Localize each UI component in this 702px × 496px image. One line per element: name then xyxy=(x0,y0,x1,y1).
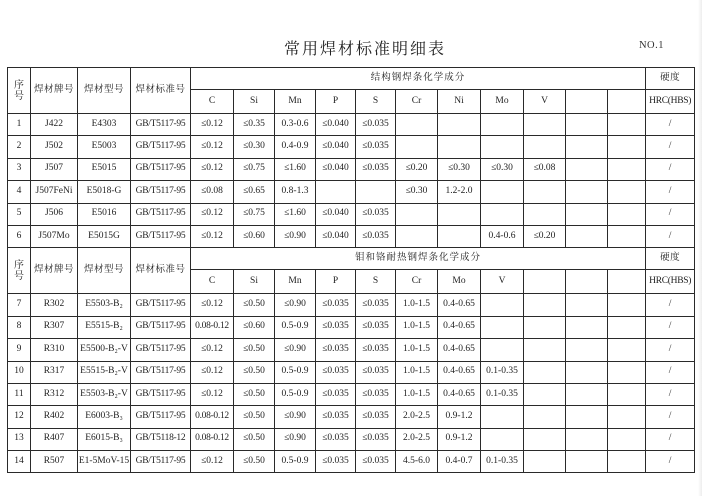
cell-blank xyxy=(608,428,646,450)
material-row xyxy=(8,339,695,361)
cell-model: E4303 xyxy=(78,114,131,136)
cell-blank xyxy=(566,406,608,428)
cell-Ni: ≤0.30 xyxy=(438,158,481,180)
cell-V xyxy=(524,203,566,225)
cell-blank xyxy=(608,339,646,361)
cell-P: ≤0.040 xyxy=(316,203,356,225)
cell-Mo: 0.9-1.2 xyxy=(438,406,481,428)
cell-standard: GB/T5117-95 xyxy=(131,339,191,361)
col-header-C: C xyxy=(191,90,234,114)
cell-brand: R302 xyxy=(31,294,78,316)
col-header-V: V xyxy=(481,270,524,294)
cell-blank xyxy=(566,225,608,247)
cell-Cr: 2.0-2.5 xyxy=(396,406,438,428)
hardness-header: 硬度 xyxy=(646,68,695,90)
cell-standard: GB/T5117-95 xyxy=(131,203,191,225)
cell-blank xyxy=(608,136,646,158)
cell-C: ≤0.12 xyxy=(191,361,234,383)
cell-V xyxy=(481,294,524,316)
cell-Si: ≤0.50 xyxy=(234,294,275,316)
cell-model: E5515-B₂-V xyxy=(78,361,131,383)
cell-P: ≤0.035 xyxy=(316,428,356,450)
cell-S xyxy=(356,181,396,203)
cell-Si: ≤0.50 xyxy=(234,361,275,383)
cell-Si: ≤0.60 xyxy=(234,225,275,247)
cell-standard: GB/T5117-95 xyxy=(131,451,191,473)
cell-Si: ≤0.50 xyxy=(234,339,275,361)
cell-C: ≤0.12 xyxy=(191,158,234,180)
cell-standard: GB/T5117-95 xyxy=(131,406,191,428)
cell-V xyxy=(481,339,524,361)
cell-Mn: 0.3-0.6 xyxy=(275,114,316,136)
cell-P: ≤0.035 xyxy=(316,294,356,316)
cell-hardness: / xyxy=(646,339,695,361)
material-row xyxy=(8,361,695,383)
cell-blank xyxy=(566,158,608,180)
material-row xyxy=(8,383,695,405)
cell-standard: GB/T5117-95 xyxy=(131,294,191,316)
col-header-Mo: Mo xyxy=(438,270,481,294)
cell-Mn: 0.4-0.9 xyxy=(275,136,316,158)
cell-hardness: / xyxy=(646,225,695,247)
cell-blank xyxy=(566,114,608,136)
col-header-Cr: Cr xyxy=(396,270,438,294)
cell-Mo: 0.4-0.7 xyxy=(438,451,481,473)
cell-model: E6015-B₃ xyxy=(78,428,131,450)
cell-standard: GB/T5117-95 xyxy=(131,383,191,405)
material-row xyxy=(8,114,695,136)
cell-Mo: 0.9-1.2 xyxy=(438,428,481,450)
cell-blank xyxy=(608,225,646,247)
hardness-unit-header: HRC(HBS) xyxy=(646,270,695,294)
model-header: 焊材型号 xyxy=(78,68,131,114)
cell-seq-no: 14 xyxy=(8,451,31,473)
cell-standard: GB/T5117-95 xyxy=(131,158,191,180)
cell-Si: ≤0.50 xyxy=(234,451,275,473)
cell-Mo: 0.4-0.65 xyxy=(438,361,481,383)
cell-Mo: 0.4-0.65 xyxy=(438,294,481,316)
cell-blank xyxy=(608,406,646,428)
cell-C: ≤0.12 xyxy=(191,136,234,158)
seq-no-header xyxy=(8,68,31,114)
col-header-blank xyxy=(566,270,608,294)
cell-blank xyxy=(524,339,566,361)
page-title: 常用焊材标准明细表 xyxy=(283,41,446,58)
col-header-Mn: Mn xyxy=(275,270,316,294)
cell-Mn: 0.5-0.9 xyxy=(275,451,316,473)
cell-S: ≤0.035 xyxy=(356,428,396,450)
cell-V xyxy=(524,181,566,203)
cell-S: ≤0.035 xyxy=(356,451,396,473)
cell-brand: R507 xyxy=(31,451,78,473)
cell-P: ≤0.040 xyxy=(316,225,356,247)
cell-V xyxy=(524,136,566,158)
cell-standard: GB/T5117-95 xyxy=(131,225,191,247)
cell-C: 0.08-0.12 xyxy=(191,428,234,450)
cell-Mn: 0.5-0.9 xyxy=(275,361,316,383)
col-header-Si: Si xyxy=(234,90,275,114)
cell-standard: GB/T5118-12 xyxy=(131,428,191,450)
cell-seq-no: 1 xyxy=(8,114,31,136)
cell-Si: ≤0.60 xyxy=(234,316,275,338)
cell-Si: ≤0.50 xyxy=(234,406,275,428)
cell-Mo: 0.4-0.6 xyxy=(481,225,524,247)
cell-brand: R407 xyxy=(31,428,78,450)
cell-blank xyxy=(608,316,646,338)
hardness-unit-header: HRC(HBS) xyxy=(646,90,695,114)
cell-V xyxy=(481,406,524,428)
cell-V xyxy=(481,316,524,338)
cell-P: ≤0.035 xyxy=(316,361,356,383)
cell-blank xyxy=(524,451,566,473)
cell-hardness: / xyxy=(646,316,695,338)
cell-S: ≤0.035 xyxy=(356,158,396,180)
cell-P: ≤0.040 xyxy=(316,158,356,180)
cell-C: ≤0.08 xyxy=(191,181,234,203)
cell-Cr: 4.5-6.0 xyxy=(396,451,438,473)
cell-Mo: 0.4-0.65 xyxy=(438,316,481,338)
cell-Mn: ≤0.90 xyxy=(275,339,316,361)
brand-header: 焊材牌号 xyxy=(31,68,78,114)
cell-P: ≤0.035 xyxy=(316,406,356,428)
cell-hardness: / xyxy=(646,136,695,158)
cell-standard: GB/T5117-95 xyxy=(131,316,191,338)
cell-Mo xyxy=(481,181,524,203)
cell-blank xyxy=(566,339,608,361)
cell-V: 0.1-0.35 xyxy=(481,361,524,383)
material-row xyxy=(8,316,695,338)
standard-header: 焊材标准号 xyxy=(131,68,191,114)
cell-P: ≤0.040 xyxy=(316,114,356,136)
col-header-blank xyxy=(608,90,646,114)
standard-header: 焊材标准号 xyxy=(131,248,191,294)
cell-blank xyxy=(524,316,566,338)
cell-blank xyxy=(566,451,608,473)
cell-brand: R312 xyxy=(31,383,78,405)
cell-V xyxy=(524,114,566,136)
col-header-P: P xyxy=(316,270,356,294)
cell-hardness: / xyxy=(646,451,695,473)
cell-blank xyxy=(524,406,566,428)
cell-blank xyxy=(608,294,646,316)
cell-Mo xyxy=(481,114,524,136)
cell-Cr xyxy=(396,114,438,136)
cell-hardness: / xyxy=(646,158,695,180)
col-header-blank xyxy=(524,270,566,294)
cell-Mn: 0.5-0.9 xyxy=(275,383,316,405)
cell-Mn: 0.8-1.3 xyxy=(275,181,316,203)
cell-V: 0.1-0.35 xyxy=(481,383,524,405)
material-row xyxy=(8,406,695,428)
col-header-Ni: Ni xyxy=(438,90,481,114)
cell-blank xyxy=(524,361,566,383)
cell-C: ≤0.12 xyxy=(191,339,234,361)
cell-Cr: 1.0-1.5 xyxy=(396,339,438,361)
cell-seq-no: 7 xyxy=(8,294,31,316)
cell-C: ≤0.12 xyxy=(191,225,234,247)
cell-standard: GB/T5117-95 xyxy=(131,114,191,136)
composition-group-header: 结构钢焊条化学成分 xyxy=(191,68,646,90)
seq-no-header-line: 序 xyxy=(14,79,24,91)
cell-blank xyxy=(566,383,608,405)
cell-hardness: / xyxy=(646,361,695,383)
material-row xyxy=(8,158,695,180)
cell-seq-no: 10 xyxy=(8,361,31,383)
cell-seq-no: 12 xyxy=(8,406,31,428)
col-header-Si: Si xyxy=(234,270,275,294)
cell-brand: R307 xyxy=(31,316,78,338)
cell-Si: ≤0.65 xyxy=(234,181,275,203)
cell-blank xyxy=(608,383,646,405)
cell-Mn: ≤0.90 xyxy=(275,225,316,247)
material-row xyxy=(8,225,695,247)
cell-brand: J422 xyxy=(31,114,78,136)
cell-seq-no: 3 xyxy=(8,158,31,180)
cell-S: ≤0.035 xyxy=(356,339,396,361)
cell-P: ≤0.040 xyxy=(316,136,356,158)
cell-S: ≤0.035 xyxy=(356,114,396,136)
cell-V: 0.1-0.35 xyxy=(481,451,524,473)
cell-Mn: ≤1.60 xyxy=(275,158,316,180)
seq-no-header-line: 号 xyxy=(14,90,24,102)
cell-blank xyxy=(566,361,608,383)
cell-Cr: 1.0-1.5 xyxy=(396,294,438,316)
cell-brand: R402 xyxy=(31,406,78,428)
cell-Mn: ≤1.60 xyxy=(275,203,316,225)
cell-model: E5018-G xyxy=(78,181,131,203)
cell-brand: R317 xyxy=(31,361,78,383)
cell-standard: GB/T5117-95 xyxy=(131,181,191,203)
cell-hardness: / xyxy=(646,294,695,316)
cell-P: ≤0.035 xyxy=(316,316,356,338)
cell-Ni xyxy=(438,225,481,247)
cell-blank xyxy=(524,428,566,450)
col-header-Cr: Cr xyxy=(396,90,438,114)
cell-Cr: 1.0-1.5 xyxy=(396,383,438,405)
cell-seq-no: 4 xyxy=(8,181,31,203)
cell-seq-no: 2 xyxy=(8,136,31,158)
cell-blank xyxy=(608,361,646,383)
seq-no-header-line: 序 xyxy=(14,259,24,271)
cell-Si: ≤0.30 xyxy=(234,136,275,158)
cell-Mn: ≤0.90 xyxy=(275,294,316,316)
cell-Mo xyxy=(481,203,524,225)
seq-no-header xyxy=(8,248,31,294)
col-header-S: S xyxy=(356,270,396,294)
cell-seq-no: 8 xyxy=(8,316,31,338)
cell-brand: J507Mo xyxy=(31,225,78,247)
cell-Si: ≤0.50 xyxy=(234,383,275,405)
cell-hardness: / xyxy=(646,428,695,450)
cell-Mo xyxy=(481,136,524,158)
cell-Ni: 1.2-2.0 xyxy=(438,181,481,203)
cell-Si: ≤0.35 xyxy=(234,114,275,136)
cell-Mn: ≤0.90 xyxy=(275,428,316,450)
cell-blank xyxy=(566,316,608,338)
page-number: NO.1 xyxy=(638,40,664,51)
cell-blank xyxy=(566,181,608,203)
material-row xyxy=(8,136,695,158)
col-header-C: C xyxy=(191,270,234,294)
cell-S: ≤0.035 xyxy=(356,406,396,428)
cell-Mo: 0.4-0.65 xyxy=(438,339,481,361)
col-header-V: V xyxy=(524,90,566,114)
model-header: 焊材型号 xyxy=(78,248,131,294)
seq-no-header-line: 号 xyxy=(14,270,24,282)
cell-seq-no: 9 xyxy=(8,339,31,361)
cell-model: E6003-B₃ xyxy=(78,406,131,428)
cell-brand: J502 xyxy=(31,136,78,158)
cell-C: ≤0.12 xyxy=(191,451,234,473)
cell-Mo: ≤0.30 xyxy=(481,158,524,180)
material-row xyxy=(8,294,695,316)
cell-model: E5016 xyxy=(78,203,131,225)
cell-Mn: ≤0.90 xyxy=(275,406,316,428)
cell-S: ≤0.035 xyxy=(356,316,396,338)
cell-C: ≤0.12 xyxy=(191,114,234,136)
cell-S: ≤0.035 xyxy=(356,383,396,405)
cell-blank xyxy=(608,158,646,180)
cell-blank xyxy=(608,114,646,136)
cell-model: E1-5MoV-15 xyxy=(78,451,131,473)
cell-Cr xyxy=(396,203,438,225)
cell-brand: J506 xyxy=(31,203,78,225)
col-header-P: P xyxy=(316,90,356,114)
cell-Cr: 1.0-1.5 xyxy=(396,361,438,383)
cell-blank xyxy=(566,136,608,158)
cell-Si: ≤0.75 xyxy=(234,203,275,225)
cell-hardness: / xyxy=(646,181,695,203)
cell-Mn: 0.5-0.9 xyxy=(275,316,316,338)
col-header-Mn: Mn xyxy=(275,90,316,114)
welding-standards-table xyxy=(7,67,695,473)
composition-group-header: 钼和铬耐热钢焊条化学成分 xyxy=(191,248,646,270)
cell-blank xyxy=(524,294,566,316)
cell-C: 0.08-0.12 xyxy=(191,406,234,428)
cell-C: ≤0.12 xyxy=(191,383,234,405)
hardness-header: 硬度 xyxy=(646,248,695,270)
cell-Ni xyxy=(438,203,481,225)
cell-blank xyxy=(608,451,646,473)
cell-hardness: / xyxy=(646,203,695,225)
cell-Si: ≤0.50 xyxy=(234,428,275,450)
cell-Ni xyxy=(438,136,481,158)
cell-blank xyxy=(566,203,608,225)
material-row xyxy=(8,428,695,450)
cell-P: ≤0.035 xyxy=(316,383,356,405)
cell-S: ≤0.035 xyxy=(356,203,396,225)
col-header-S: S xyxy=(356,90,396,114)
col-header-blank xyxy=(608,270,646,294)
cell-Mo: 0.4-0.65 xyxy=(438,383,481,405)
cell-S: ≤0.035 xyxy=(356,361,396,383)
cell-C: ≤0.12 xyxy=(191,203,234,225)
material-row xyxy=(8,451,695,473)
cell-blank xyxy=(524,383,566,405)
cell-Cr: 2.0-2.5 xyxy=(396,428,438,450)
cell-S: ≤0.035 xyxy=(356,294,396,316)
cell-brand: J507 xyxy=(31,158,78,180)
cell-C: ≤0.12 xyxy=(191,294,234,316)
cell-S: ≤0.035 xyxy=(356,136,396,158)
cell-standard: GB/T5117-95 xyxy=(131,361,191,383)
cell-Cr xyxy=(396,136,438,158)
cell-P: ≤0.035 xyxy=(316,451,356,473)
col-header-Mo: Mo xyxy=(481,90,524,114)
cell-Cr: ≤0.30 xyxy=(396,181,438,203)
cell-blank xyxy=(608,181,646,203)
col-header-blank xyxy=(566,90,608,114)
cell-Cr xyxy=(396,225,438,247)
cell-seq-no: 11 xyxy=(8,383,31,405)
cell-Cr: ≤0.20 xyxy=(396,158,438,180)
material-row xyxy=(8,203,695,225)
cell-Cr: 1.0-1.5 xyxy=(396,316,438,338)
cell-Ni xyxy=(438,114,481,136)
cell-brand: R310 xyxy=(31,339,78,361)
cell-Si: ≤0.75 xyxy=(234,158,275,180)
cell-C: 0.08-0.12 xyxy=(191,316,234,338)
cell-seq-no: 13 xyxy=(8,428,31,450)
cell-model: E5500-B₂-V xyxy=(78,339,131,361)
cell-P xyxy=(316,181,356,203)
cell-V xyxy=(481,428,524,450)
cell-blank xyxy=(608,203,646,225)
cell-brand: J507FeNi xyxy=(31,181,78,203)
cell-model: E5003 xyxy=(78,136,131,158)
cell-model: E5503-B₂-V xyxy=(78,383,131,405)
cell-hardness: / xyxy=(646,114,695,136)
cell-hardness: / xyxy=(646,383,695,405)
cell-seq-no: 6 xyxy=(8,225,31,247)
cell-blank xyxy=(566,294,608,316)
cell-blank xyxy=(566,428,608,450)
section-header-row xyxy=(8,68,695,90)
cell-model: E5015G xyxy=(78,225,131,247)
cell-model: E5515-B₂ xyxy=(78,316,131,338)
cell-model: E5503-B₂ xyxy=(78,294,131,316)
cell-hardness: / xyxy=(646,406,695,428)
cell-V: ≤0.20 xyxy=(524,225,566,247)
cell-seq-no: 5 xyxy=(8,203,31,225)
cell-standard: GB/T5117-95 xyxy=(131,136,191,158)
cell-P: ≤0.035 xyxy=(316,339,356,361)
cell-S: ≤0.035 xyxy=(356,225,396,247)
section-header-row xyxy=(8,248,695,270)
cell-model: E5015 xyxy=(78,158,131,180)
material-row xyxy=(8,181,695,203)
brand-header: 焊材牌号 xyxy=(31,248,78,294)
cell-V: ≤0.08 xyxy=(524,158,566,180)
